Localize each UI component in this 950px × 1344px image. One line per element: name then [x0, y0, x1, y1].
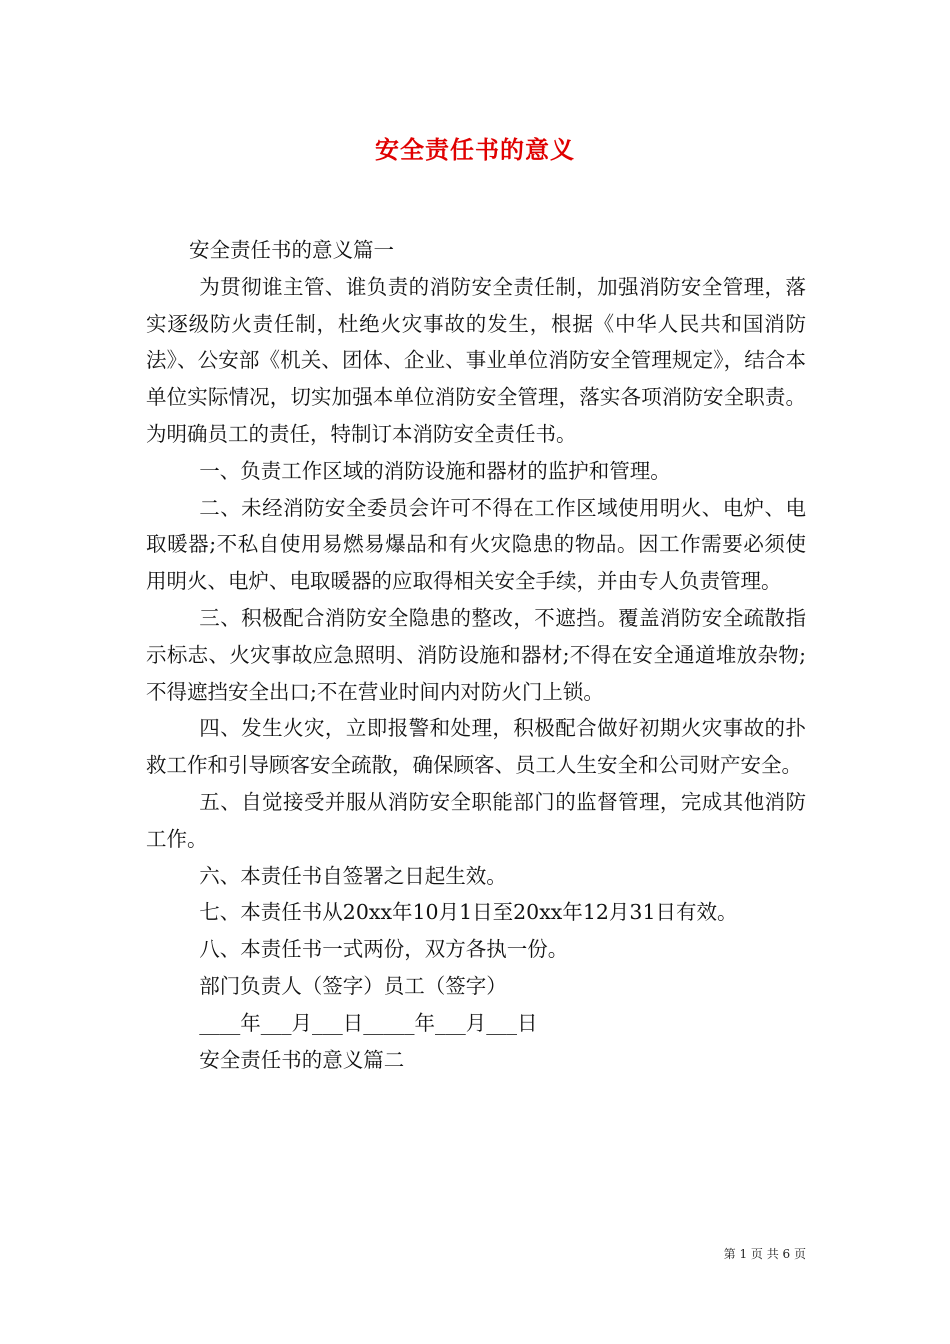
document-title: 安全责任书的意义 [375, 135, 575, 164]
paragraph-item-5: 五、自觉接受并服从消防安全职能部门的监督管理，完成其他消防工作。 [146, 789, 806, 851]
date-line: ____年___月___日_____年___月___日 [199, 1010, 538, 1035]
page-number: 第 1 页 共 6 页 [723, 1247, 806, 1261]
section-heading: 安全责任书的意义篇一 [189, 238, 395, 262]
paragraph-item-6: 六、本责任书自签署之日起生效。 [199, 863, 507, 888]
signature-line: 部门负责人（签字）员工（签字） [199, 973, 507, 998]
paragraph-item-1: 一、负责工作区域的消防设施和器材的监护和管理。 [199, 458, 671, 483]
paragraph-item-7: 七、本责任书从20xx年10月1日至20xx年12月31日有效。 [199, 900, 738, 925]
paragraph-item-4: 四、发生火灾，立即报警和处理，积极配合做好初期火灾事故的扑救工作和引导顾客安全疏散，确保顾客、员工人生安全和公司财产安全。 [146, 716, 806, 778]
document-body [146, 232, 806, 1078]
paragraph-intro: 为贯彻谁主管、谁负责的消防安全责任制，加强消防安全管理，落实逐级防火责任制，杜绝火灾事故的发生，根据《中华人民共和国消防法》、公安部《机关、团体、企业、事业单位消防安全管理规定》，结合本单位实际情况，切实加强本单位消防安全管理，落实各项消防安全职责。为明确员工的责任，特制订本消防安全责任书。 [146, 274, 806, 446]
paragraph-item-2: 二、未经消防安全委员会许可不得在工作区域使用明火、电炉、电取暖器;不私自使用易燃易爆品和有火灾隐患的物品。因工作需要必须使用明火、电炉、电取暖器的应取得相关安全手续，并由专人负责管理。 [146, 495, 806, 594]
paragraph-item-8: 八、本责任书一式两份，双方各执一份。 [199, 937, 569, 962]
paragraph-item-3: 三、积极配合消防安全隐患的整改，不遮挡。覆盖消防安全疏散指示标志、火灾事故应急照明、消防设施和器材;不得在安全通道堆放杂物;不得遮挡安全出口;不在营业时间内对防火门上锁。 [146, 605, 806, 704]
section-heading-2: 安全责任书的意义篇二 [199, 1047, 405, 1072]
